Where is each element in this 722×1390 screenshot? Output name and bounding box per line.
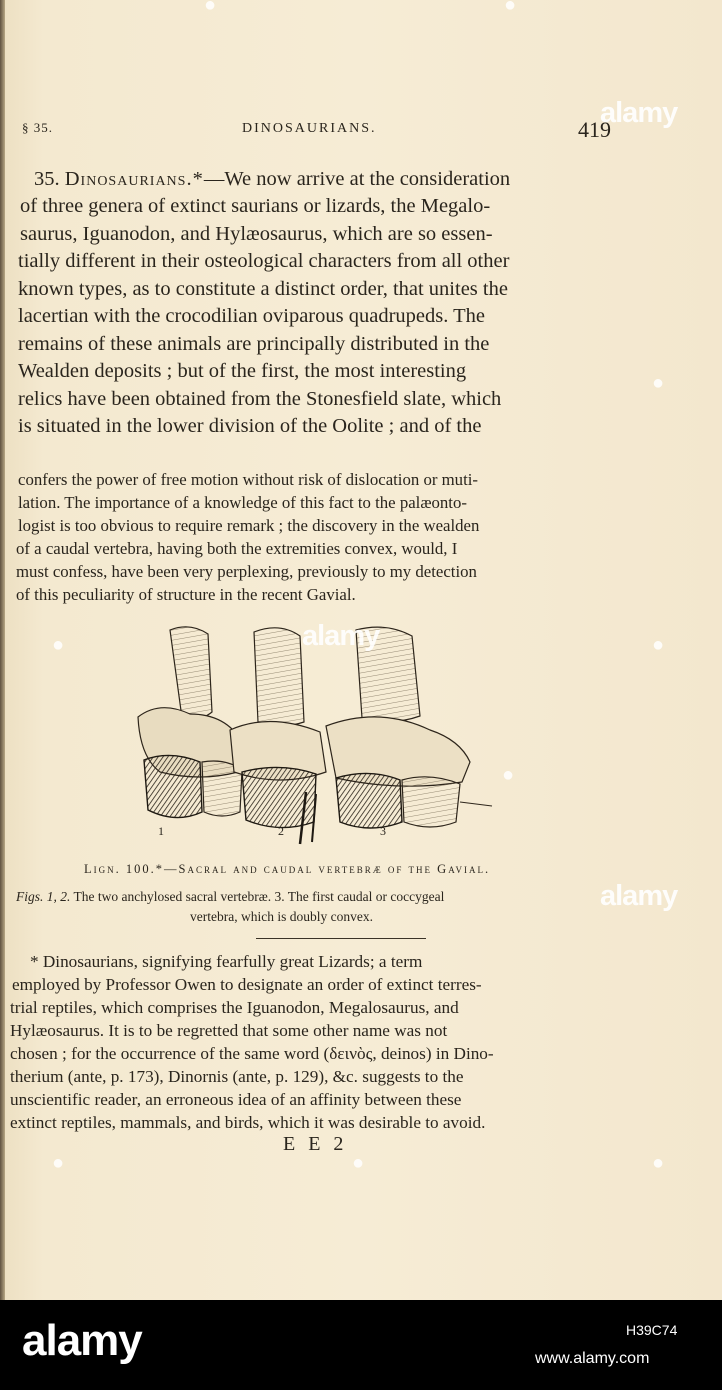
signature-mark: E E 2 [283, 1133, 348, 1155]
figure-caption [84, 862, 490, 877]
alamy-logo: alamy [22, 1316, 142, 1365]
note-line-1: confers the power of free motion without risk of dislocation or muti- [18, 470, 478, 489]
main-line-3: saurus, Iguanodon, and Hylæosaurus, which are so essen- [20, 223, 493, 245]
main-line-8: Wealden deposits ; but of the first, the most interesting [18, 360, 467, 382]
main-line-2: of three genera of extinct saurians or lizards, the Megalo- [20, 195, 491, 217]
figs-line-2: vertebra, which is doubly convex. [190, 909, 373, 924]
image-id: H39C74 [626, 1322, 678, 1338]
note-line-3: logist is too obvious to require remark ; the discovery in the wealden [18, 516, 480, 535]
footnote-line-5: chosen ; for the occurrence of the same word (δεινὸς, deinos) in Dino- [10, 1044, 494, 1063]
watermark-top: alamy [600, 97, 678, 129]
footnote-line-2: employed by Professor Owen to designate an order of extinct terres- [12, 975, 482, 994]
figs-text-1: The two anchylosed sacral vertebræ. 3. The first caudal or coccygeal [73, 889, 445, 904]
watermark-dot: ● [652, 634, 665, 656]
watermark-dot: ● [204, 0, 217, 16]
note-line-2: lation. The importance of a knowledge of this fact to the palæonto- [18, 493, 467, 512]
figs-label: Figs. 1, 2. [16, 889, 71, 904]
main-line-4: tially different in their osteological characters from all other [18, 250, 510, 272]
footnote-line-1: * Dinosaurians, signifying fearfully great Lizards; a term [30, 952, 423, 971]
main-line-7: remains of these animals are principally distributed in the [18, 333, 490, 355]
footnote-line-6: therium (ante, p. 173), Dinornis (ante, p. 129), &c. suggests to the [10, 1067, 464, 1086]
footnote-line-8: extinct reptiles, mammals, and birds, which it was desirable to avoid. [10, 1113, 486, 1132]
footnote-line-4: Hylæosaurus. It is to be regretted that some other name was not [10, 1021, 448, 1040]
note-line-4: of a caudal vertebra, having both the extremities convex, would, I [16, 539, 458, 558]
watermark-dot: ● [652, 1152, 665, 1174]
stock-url: www.alamy.com [535, 1350, 650, 1367]
main-line-1 [34, 166, 510, 193]
main-line-6: lacertian with the crocodilian oviparous quadrupeds. The [18, 305, 485, 327]
running-title: DINOSAURIANS. [242, 121, 377, 136]
figure-caption-text: —Sacral and caudal vertebræ of the Gavial. [164, 862, 491, 876]
section-marker: § 35. [22, 120, 53, 135]
watermark-dot: ● [352, 1152, 365, 1174]
figure-label-3: 3 [380, 824, 386, 838]
main-line-9: relics have been obtained from the Stonesfield slate, which [18, 388, 502, 410]
vertebrae-engraving [130, 622, 500, 852]
figure-label-2: 2 [278, 824, 284, 838]
vertebra-2 [230, 628, 326, 844]
section-heading: Dinosaurians.* [64, 168, 204, 190]
page-number: 419 [578, 117, 611, 142]
watermark-dot: ● [504, 0, 517, 16]
vertebra-1 [138, 627, 242, 818]
watermark-middle: alamy [302, 620, 380, 652]
section-number: 35. [34, 168, 60, 190]
note-line-6: of this peculiarity of structure in the recent Gavial. [16, 585, 356, 604]
main-line-10: is situated in the lower division of the Oolite ; and of the [18, 415, 482, 437]
figs-line-1 [16, 888, 444, 906]
footnote-rule [256, 938, 426, 939]
footnote-line-3: trial reptiles, which comprises the Iguanodon, Megalosaurus, and [10, 998, 459, 1017]
watermark-dot: ● [502, 764, 515, 786]
note-line-5: must confess, have been very perplexing, previously to my detection [16, 562, 477, 581]
footnote-line-7: unscientific reader, an erroneous idea of an affinity between these [10, 1090, 462, 1109]
watermark-dot: ● [52, 634, 65, 656]
watermark-dot: ● [52, 1152, 65, 1174]
binding-edge [0, 0, 5, 1300]
main-line-1-text: —We now arrive at the consideration [203, 168, 511, 190]
vertebra-3 [326, 627, 492, 828]
figure-label-1: 1 [158, 824, 164, 838]
figure-caption-prefix: Lign. 100.* [84, 862, 165, 876]
main-line-5: known types, as to constitute a distinct order, that unites the [18, 278, 508, 300]
watermark-dot: ● [652, 372, 665, 394]
watermark-right: alamy [600, 880, 678, 912]
vertebrae-illustration [130, 622, 500, 852]
